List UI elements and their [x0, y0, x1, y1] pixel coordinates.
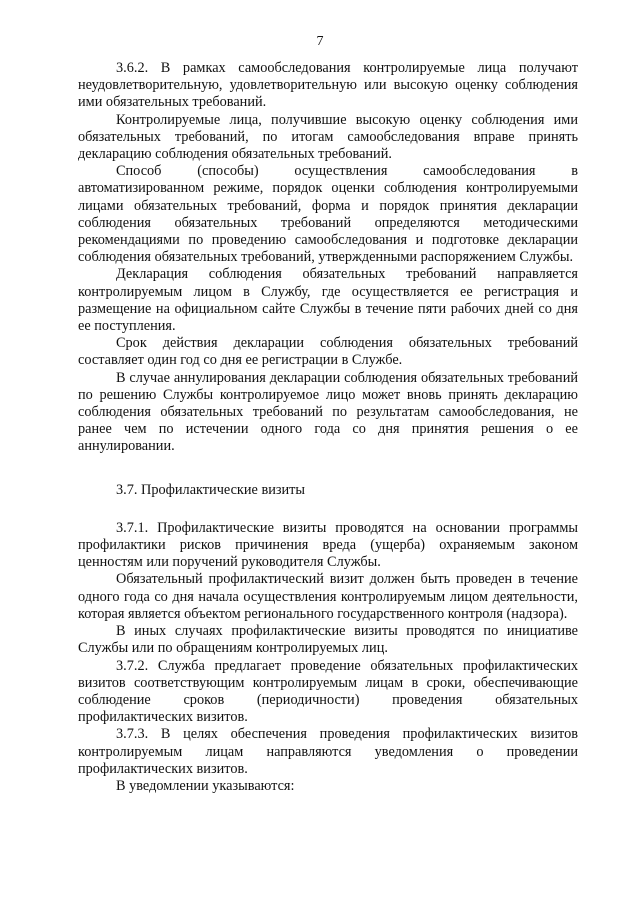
paragraph-mandatory-visit: Обязательный профилактический визит должен быть проведен в течение одного года со дня начала осуществления контролируемым лицом деятельности, которая является объектом регионального государственного контроля (надзора).: [78, 571, 578, 622]
document-body: [78, 60, 578, 795]
paragraph-validity: Срок действия декларации соблюдения обязательных требований составляет один год со дня ее регистрации в Службе.: [78, 335, 578, 369]
paragraph-notice: В уведомлении указываются:: [116, 777, 295, 794]
paragraph-3-7-1: 3.7.1. Профилактические визиты проводятся на основании программы профилактики рисков причинения вреда (ущерба) охраняемым законом ценностям или поручений руководителя Службы.: [78, 519, 578, 571]
paragraph-other-cases: В иных случаях профилактические визиты проводятся по инициативе Службы или по обращениям контролируемых лиц.: [78, 623, 578, 657]
paragraph-annulment: В случае аннулирования декларации соблюдения обязательных требований по решению Службы контролируемое лицо может вновь принять декларацию соблюдения обязательных требований по результатам самообследования, не ранее чем по истечении одного года со дня принятия решения о ее аннулировании.: [78, 369, 578, 455]
paragraph-3-7-3: 3.7.3. В целях обеспечения проведения профилактических визитов контролируемым лицам направляются уведомления о проведении профилактических визитов.: [78, 726, 578, 777]
spacer: [78, 456, 578, 482]
section-heading: 3.7. Профилактические визиты: [116, 481, 306, 498]
paragraph-declaration: Декларация соблюдения обязательных требований направляется контролируемым лицом в Службу, где осуществляется ее регистрация и размещение на официальном сайте Службы в течение пяти рабочих дней со дня ее поступления.: [78, 266, 578, 335]
paragraph-3-6-2: 3.6.2. В рамках самообследования контролируемые лица получают неудовлетворительную, удовлетворительную или высокую оценку соблюдения ими обязательных требований.: [78, 60, 578, 111]
page-number: 7: [316, 34, 324, 49]
paragraph-3-7-2: 3.7.2. Служба предлагает проведение обязательных профилактических визитов соответствующим контролируемым лицам в сроки, обеспечивающие соблюдение сроков (периодичности) проведения обязательных профилактических визитов.: [78, 657, 578, 726]
spacer: [78, 499, 578, 520]
paragraph-high-score: Контролируемые лица, получившие высокую оценку соблюдения ими обязательных требований, по итогам самообследования вправе принять декларацию соблюдения обязательных требований.: [78, 111, 578, 163]
paragraph-method: Способ (способы) осуществления самообследования в автоматизированном режиме, порядок оценки соблюдения контролируемыми лицами обязательных требований, форма и порядок принятия декларации соблюдения обязательных требований определяются методическими рекомендациями по проведению самообследования и подготовке декларации соблюдения обязательных требований, утвержденными распоряжением Службы.: [78, 163, 578, 266]
